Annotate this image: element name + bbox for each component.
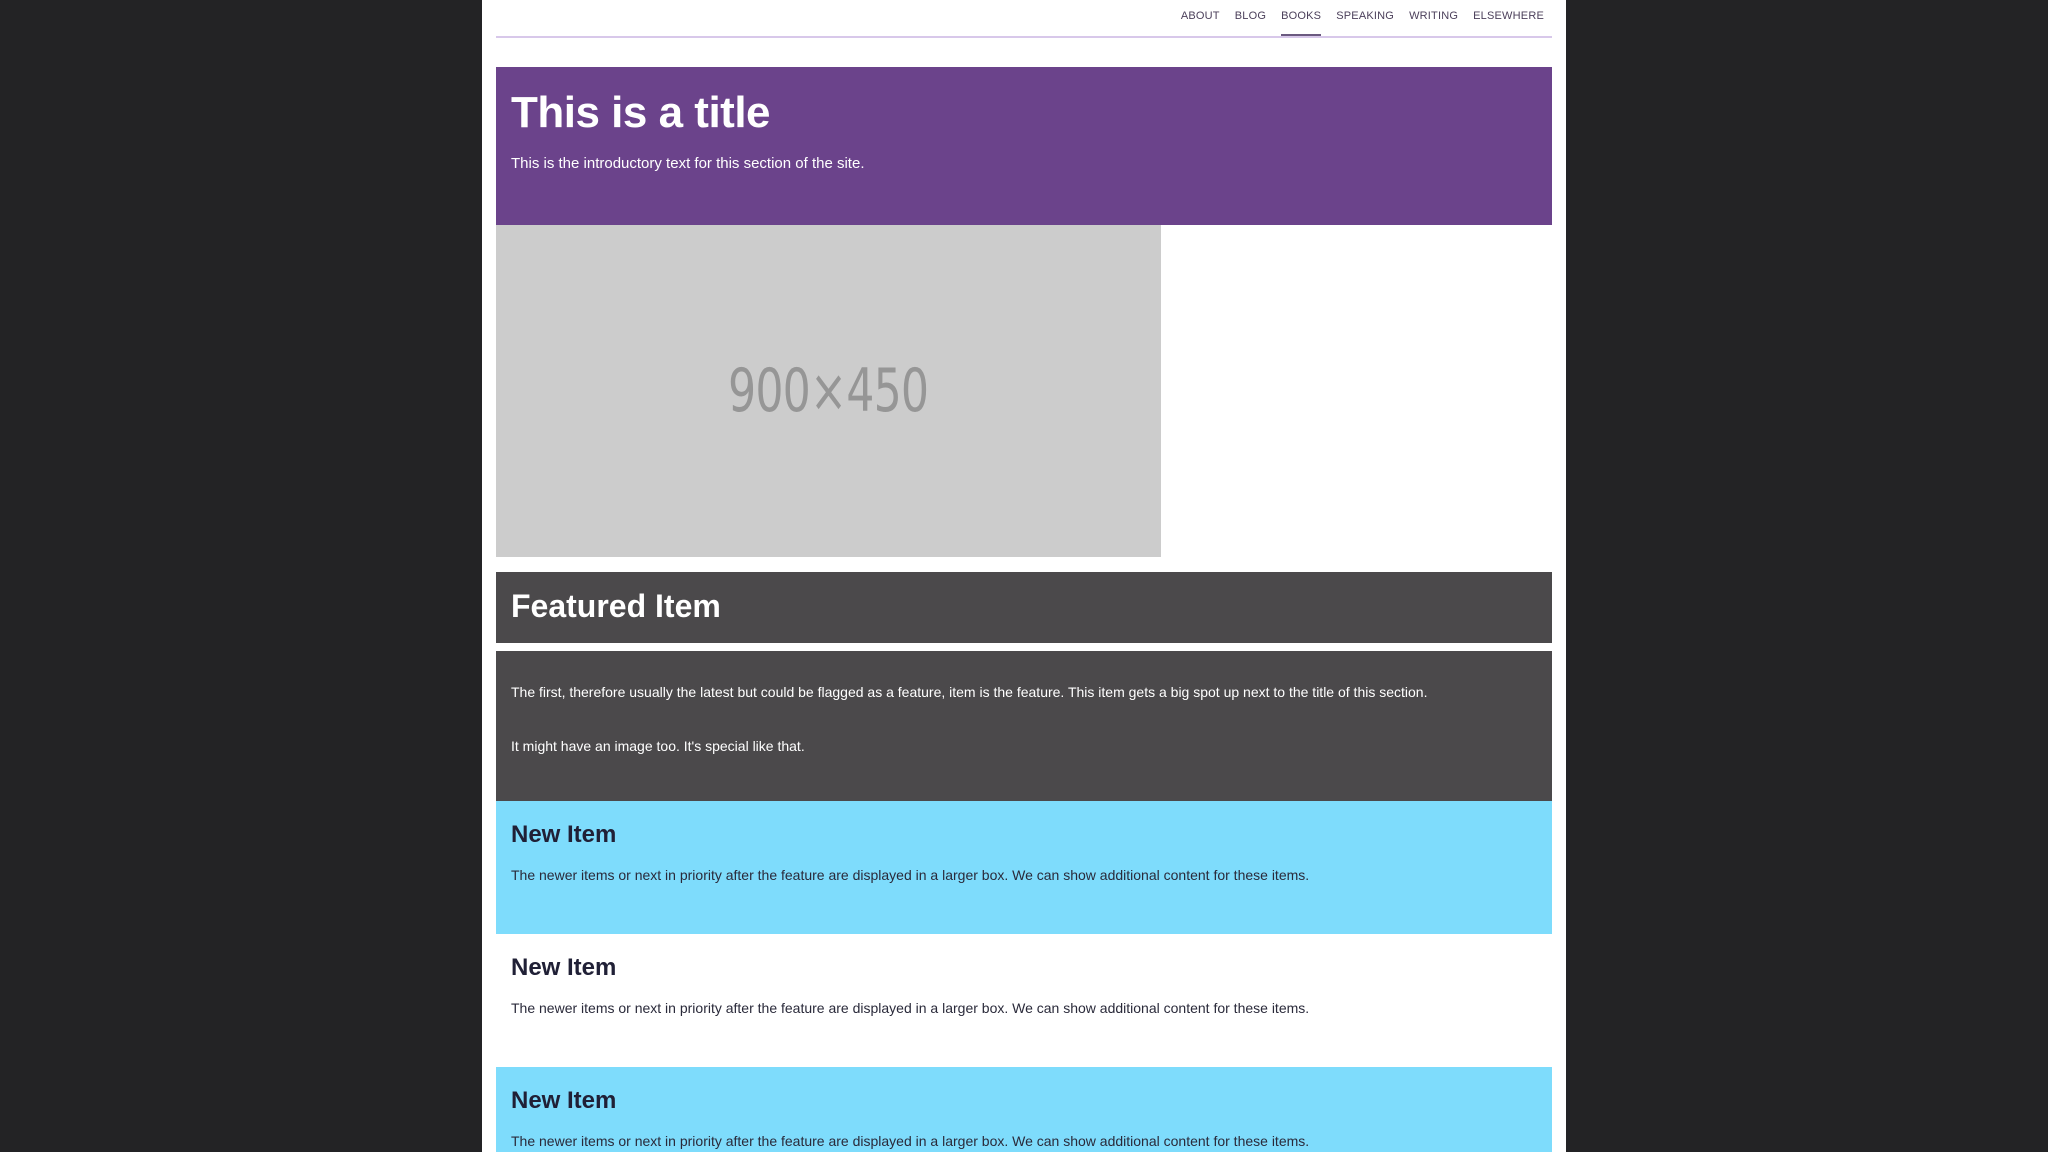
intro-text: This is the introductory text for this section of the site. [511, 155, 865, 173]
item-title: New Item [511, 821, 617, 848]
nav-list [1181, 10, 1544, 22]
page-title: This is a title [511, 88, 771, 137]
image-placeholder [496, 225, 1161, 557]
nav-item-about[interactable]: ABOUT [1180, 10, 1220, 22]
item-text: The newer items or next in priority after the feature are displayed in a larger box. We can show additional content for these items. [511, 866, 1310, 883]
item-text: The newer items or next in priority after the feature are displayed in a larger box. We can show additional content for these items. [511, 999, 1310, 1016]
featured-heading: Featured Item [511, 588, 721, 624]
list-item[interactable] [496, 801, 1552, 934]
image-placeholder-label: 900×450 [728, 356, 929, 426]
list-item[interactable] [496, 934, 1552, 1067]
top-navigation [496, 0, 1552, 38]
page-content [482, 0, 1566, 1152]
nav-item-speaking[interactable]: SPEAKING [1336, 10, 1395, 22]
featured-body [496, 651, 1552, 801]
nav-item-writing[interactable]: WRITING [1409, 10, 1459, 22]
featured-header [496, 572, 1552, 643]
item-title: New Item [511, 1087, 617, 1114]
featured-paragraph-2: It might have an image too. It's special like that. [511, 737, 805, 754]
featured-paragraph-1: The first, therefore usually the latest but could be flagged as a feature, item is the feature. This item gets a big spot up next to the title of this section. [511, 684, 1428, 700]
hero-section [496, 67, 1552, 225]
nav-item-books[interactable]: BOOKS [1281, 10, 1322, 22]
nav-item-elsewhere[interactable]: ELSEWHERE [1473, 10, 1544, 22]
item-text: The newer items or next in priority after the feature are displayed in a larger box. We can show additional content for these items. [511, 1132, 1310, 1149]
list-item[interactable] [496, 1067, 1552, 1152]
nav-item-blog[interactable]: BLOG [1234, 10, 1267, 22]
item-title: New Item [511, 954, 617, 981]
